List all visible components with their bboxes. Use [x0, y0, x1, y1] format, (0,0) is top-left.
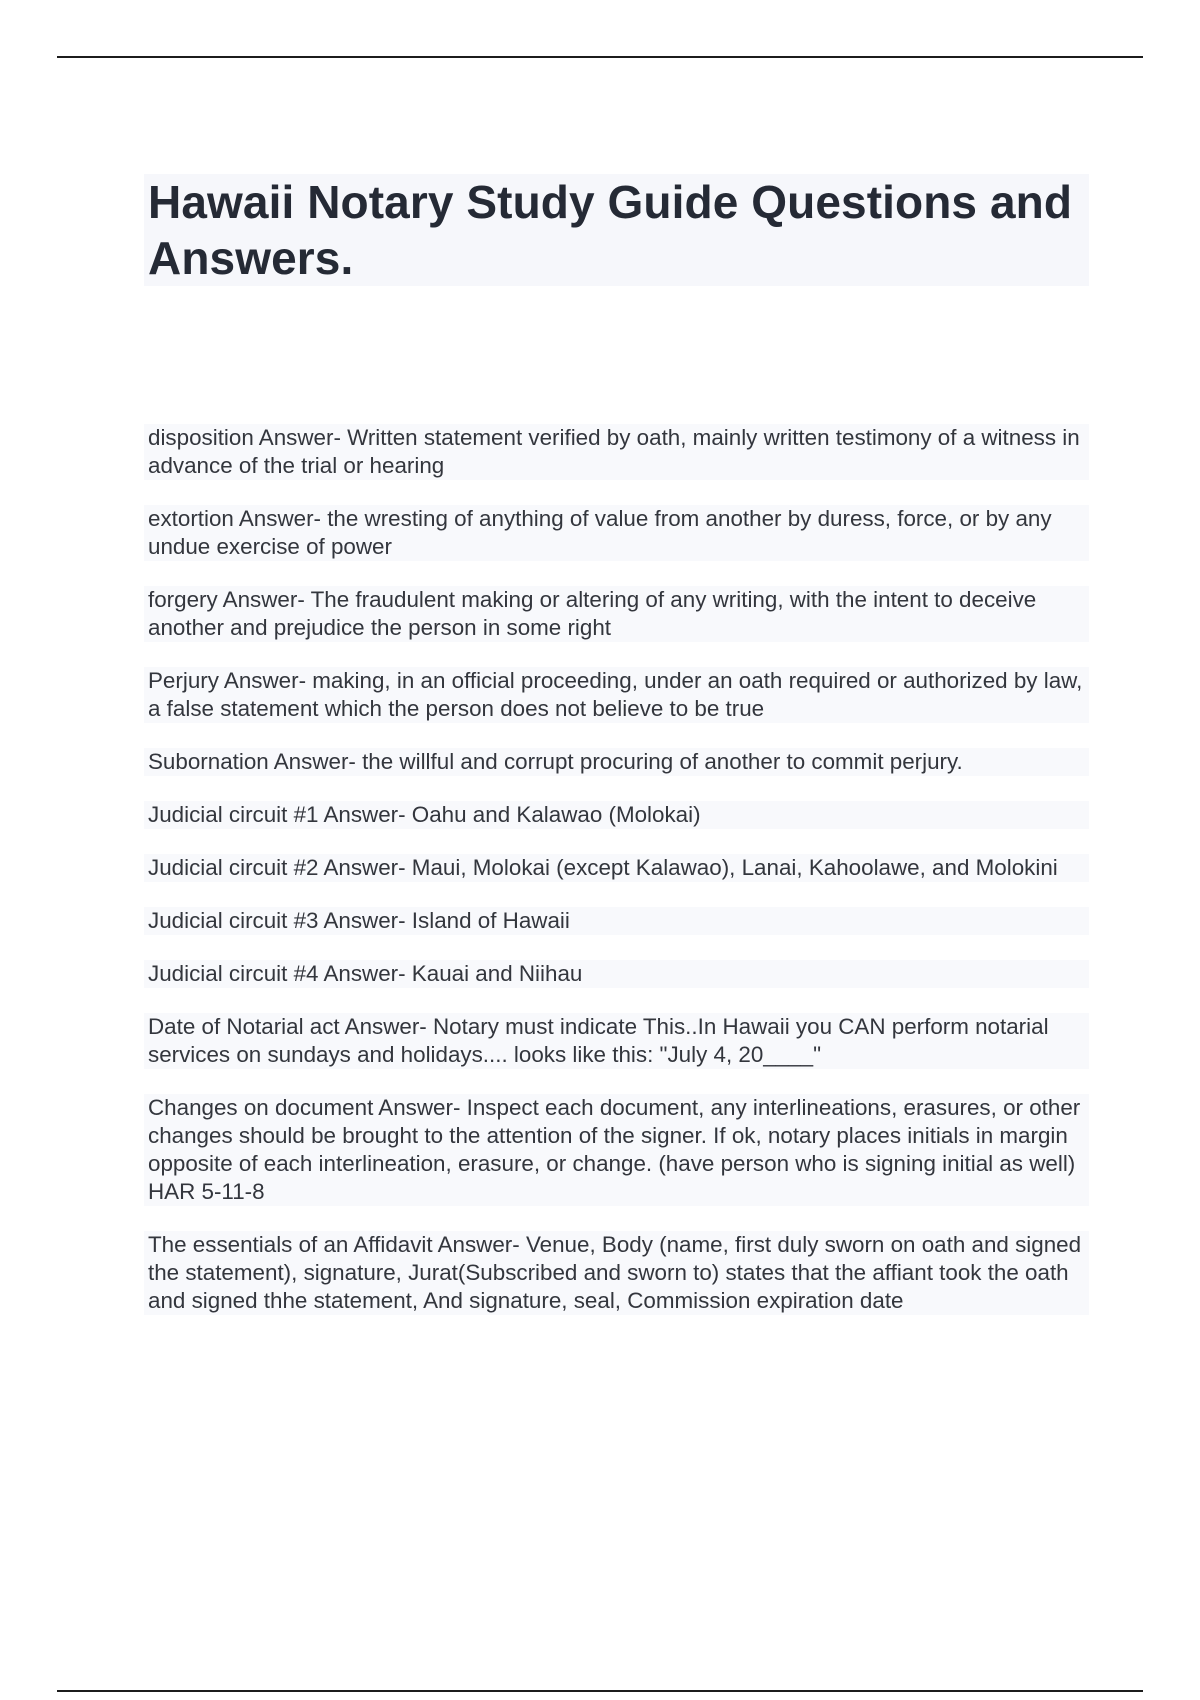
document-title: Hawaii Notary Study Guide Questions and Answers.	[148, 176, 1073, 284]
qa-item-judicial-circuit-3: Judicial circuit #3 Answer- Island of Hawaii	[144, 907, 1089, 935]
qa-item-judicial-circuit-1: Judicial circuit #1 Answer- Oahu and Kalawao (Molokai)	[144, 801, 1089, 829]
qa-item-changes-on-document: Changes on document Answer- Inspect each document, any interlineations, erasures, or other changes should be brought to the attention of the signer. If ok, notary places initials in margin opposite of each interlineation, erasure, or change. (have person who is signing initial as well) HAR 5-11-8	[144, 1094, 1089, 1206]
title-block	[144, 174, 1089, 286]
qa-item-essentials-of-affidavit: The essentials of an Affidavit Answer- Venue, Body (name, first duly sworn on oath and signed the statement), signature, Jurat(Subscribed and sworn to) states that the affiant took the oath and signed thhe statement, And signature, seal, Commission expiration date	[144, 1231, 1089, 1315]
qa-item-disposition: disposition Answer- Written statement verified by oath, mainly written testimony of a witness in advance of the trial or hearing	[144, 424, 1089, 480]
qa-item-judicial-circuit-2: Judicial circuit #2 Answer- Maui, Molokai (except Kalawao), Lanai, Kahoolawe, and Molokini	[144, 854, 1089, 882]
qa-item-date-of-notarial-act: Date of Notarial act Answer- Notary must indicate This..In Hawaii you CAN perform notarial services on sundays and holidays.... looks like this: "July 4, 20____"	[144, 1013, 1089, 1069]
qa-item-forgery: forgery Answer- The fraudulent making or altering of any writing, with the intent to deceive another and prejudice the person in some right	[144, 586, 1089, 642]
header-rule	[57, 56, 1143, 58]
qa-item-extortion: extortion Answer- the wresting of anything of value from another by duress, force, or by any undue exercise of power	[144, 505, 1089, 561]
qa-list	[144, 424, 1089, 1340]
qa-item-subornation: Subornation Answer- the willful and corrupt procuring of another to commit perjury.	[144, 748, 1089, 776]
qa-item-judicial-circuit-4: Judicial circuit #4 Answer- Kauai and Niihau	[144, 960, 1089, 988]
footer-rule	[57, 1690, 1143, 1692]
qa-item-perjury: Perjury Answer- making, in an official proceeding, under an oath required or authorized by law, a false statement which the person does not believe to be true	[144, 667, 1089, 723]
